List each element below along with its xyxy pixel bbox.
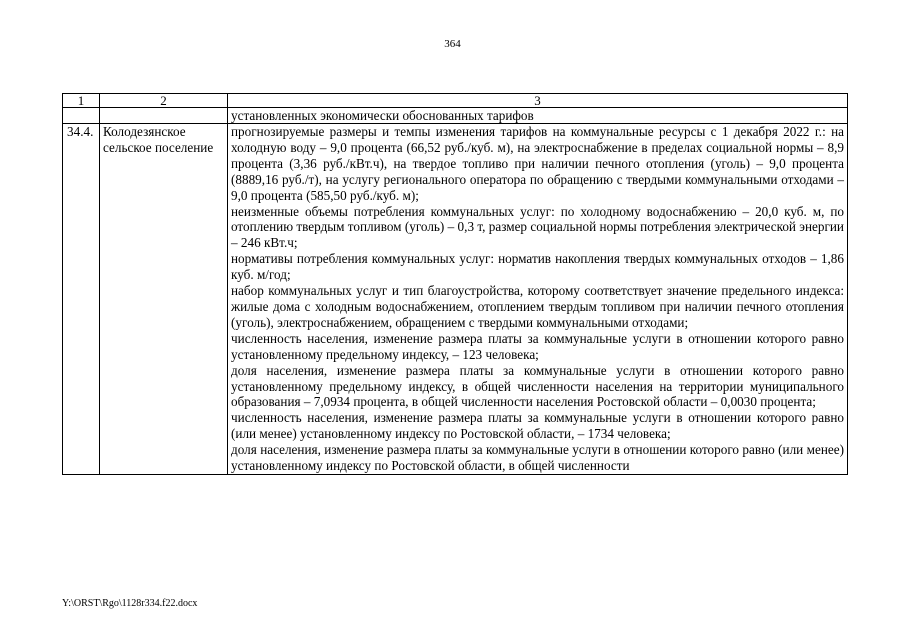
paragraph: неизменные объемы потребления коммунальных услуг: по холодному водоснабжению – 20,0 куб. м, по отоплению твердым топливом (уголь) – 0,3 т, размер социальной нормы потребления электрической энергии – 246 кВт.ч; [231, 203, 844, 251]
paragraph: набор коммунальных услуг и тип благоустройства, которому соответствует значение предельного индекса: жилые дома с холодным водоснабжением, отоплением твердым топливом при наличии печного отопления (уголь), электроснабжением, обращением с твердыми коммунальными отходами; [231, 283, 844, 330]
table-row [63, 124, 848, 475]
header-cell-3: 3 [228, 94, 848, 108]
table-header-row [63, 94, 848, 108]
paragraph: нормативы потребления коммунальных услуг: норматив накопления твердых коммунальных отходов – 1,86 куб. м/год; [231, 251, 844, 283]
paragraph: доля населения, изменение размера платы за коммунальные услуги в отношении которого равно установленному предельному индексу, в общей численности населения на территории муниципального образования – 7,0934 процента, в общей численности населения Ростовской области – 0,0030 процента; [231, 362, 844, 410]
entry-name: Колодезянское сельское поселение [100, 124, 228, 475]
continuation-text: установленных экономически обоснованных тарифов [228, 108, 848, 124]
document-table [62, 93, 848, 475]
header-cell-2: 2 [100, 94, 228, 108]
paragraph: численность населения, изменение размера платы за коммунальные услуги в отношении которого равно установленному предельному индексу, – 123 человека; [231, 330, 844, 362]
paragraph: доля населения, изменение размера платы за коммунальные услуги в отношении которого равно (или менее) установленному индексу по Ростовской области, в общей численности [231, 442, 844, 474]
paragraph: численность населения, изменение размера платы за коммунальные услуги в отношении которого равно (или менее) установленному индексу по Ростовской области, – 1734 человека; [231, 410, 844, 442]
entry-content [228, 124, 848, 475]
footer-file-path: Y:\ORST\Rgo\1128r334.f22.docx [62, 598, 198, 609]
paragraph: прогнозируемые размеры и темпы изменения тарифов на коммунальные ресурсы с 1 декабря 2022 г.: на холодную воду – 9,0 процента (66,52 руб./куб. м), на электроснабжение в пределах социальной нормы – 8,9 процента (3,36 руб./кВт.ч), на твердое топливо при наличии печного отопления (уголь) – 9,0 процента (8889,16 руб./т), на услугу регионального оператора по обращению с твердыми коммунальными отходами – 9,0 процента (585,50 руб./куб. м); [231, 124, 844, 203]
continuation-row [63, 108, 848, 124]
continuation-cell-1 [63, 108, 100, 124]
continuation-cell-2 [100, 108, 228, 124]
page-number: 364 [444, 38, 461, 50]
entry-number: 34.4. [63, 124, 100, 475]
header-cell-1: 1 [63, 94, 100, 108]
